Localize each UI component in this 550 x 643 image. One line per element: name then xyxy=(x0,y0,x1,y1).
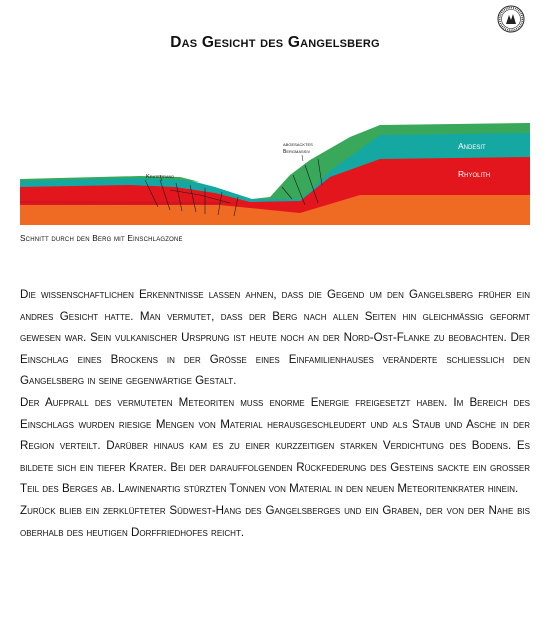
body-text xyxy=(20,284,530,543)
cross-section-diagram xyxy=(0,115,550,230)
bergmassiv-label: Bergmassiv xyxy=(283,149,311,155)
page-title: Das Gesicht des Gangelsberg xyxy=(170,34,380,51)
rhyolith-label: Rhyolith xyxy=(458,169,491,179)
paragraph: Zurück blieb ein zerklüfteter Südwest-Hang des Gangelsberges und ein Graben, der von der Nahe bis oberhalb des heutigen Dorffriedhofes reicht. xyxy=(20,503,530,539)
paragraph: Die wissenschaftlichen Erkenntnisse lassen ahnen, dass die Gegend um den Gangelsberg früher ein andres Gesicht hatte. Man vermutet, dass der Berg nach allen Seiten hin gleichmässig geformt gewesen war. Sein vulkanischer Ursprung ist heute noch an der Nord-Ost-Flanke zu beobachten. Der Einschlag eines Brockens in der Grösse eines Einfamilienhauses veränderte schliesslich den Gangelsberg in seine gegenwärtige Gestalt. xyxy=(20,288,530,388)
diagram-caption: Schnitt durch den Berg mit Einschlagzone xyxy=(20,234,183,243)
seal-logo xyxy=(497,5,525,33)
abgesacktes-label: abgesacktes xyxy=(283,142,313,148)
paragraph: Der Aufprall des vermuteten Meteoriten muss enorme Energie freigesetzt haben. Im Bereich des Einschlags wurden riesige Mengen von Material herausgeschleudert und als Staub und Asche in der Region verteilt. Darüber hinaus kam es zu einer kurzzeitigen starken Verdichtung des Bodens. Es bildete sich ein tiefer Krater. Bei der darauffolgenden Rückfederung des Gesteins sackte ein grosser Teil des Berges ab. Lawinenartig stürzten Tonnen von Material in den neuen Meteoritenkrater hinein. xyxy=(20,395,530,496)
andesit-label: Andesit xyxy=(458,141,486,151)
kraterrand-label: Kraterrand xyxy=(146,174,175,180)
